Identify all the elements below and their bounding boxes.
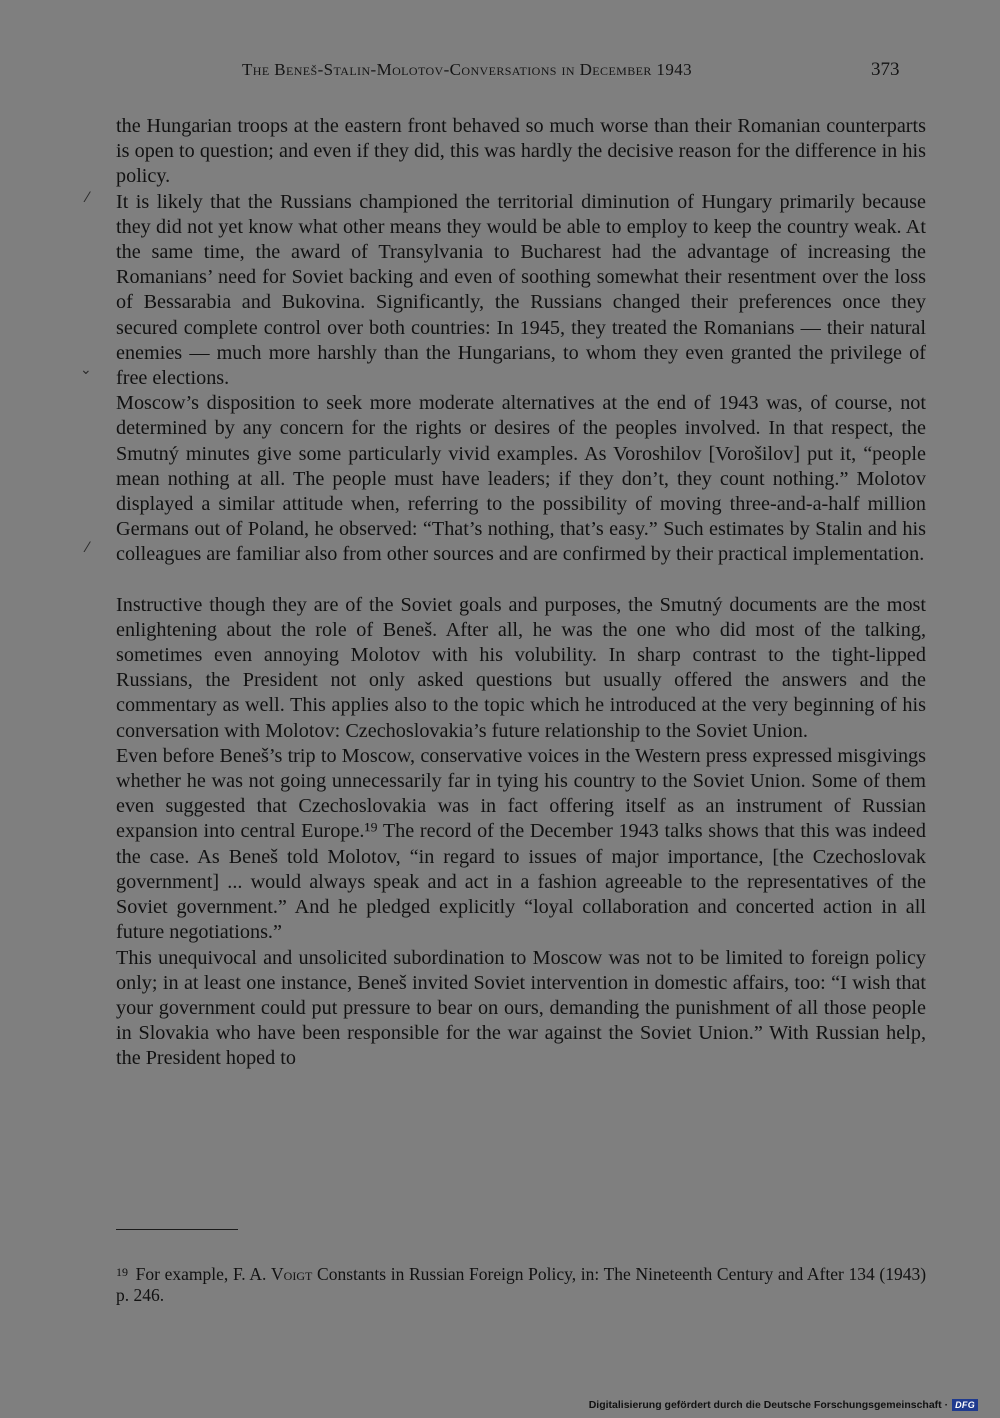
running-head-title: The Beneš-Stalin-Molotov-Conversations in December 1943 xyxy=(242,60,693,79)
digitization-credit xyxy=(589,1399,978,1411)
margin-mark: ⁄ xyxy=(86,540,89,556)
paragraph: Even before Beneš’s trip to Moscow, conservative voices in the Western press expressed misgivings whether he was not going unnecessarily far in tying his country to the Soviet Union. Some of them even suggested that Czechoslovakia was in fact offering itself as an instrument of Russian expansion into central Europe.¹⁹ The record of the December 1943 talks shows that this was indeed the case. As Beneš told Molotov, “in regard to issues of major importance, [the Czechoslovak government] ... would always speak and act in a fashion agreeable to the representatives of the Soviet government.” And he pledged explicitly “loyal collaboration and concerted action in all future negotiations.” xyxy=(116,744,926,944)
footnote-author: Voigt xyxy=(271,1264,313,1284)
page-number: 373 xyxy=(871,59,900,80)
body-text xyxy=(116,114,926,1072)
paragraph: Instructive though they are of the Soviet goals and purposes, the Smutný documents are the most enlightening about the role of Beneš. After all, he was the one who did most of the talking, sometimes even annoying Molotov with his volubility. In sharp contrast to the tight-lipped Russians, the President not only asked questions but usually offered the answers and the commentary as well. This applies also to the topic which he introduced at the very beginning of his conversation with Molotov: Czechoslovakia’s future relationship to the Soviet Union. xyxy=(116,593,926,742)
paragraph: This unequivocal and unsolicited subordination to Moscow was not to be limited to foreign policy only; in at least one instance, Beneš invited Soviet intervention in domestic affairs, too: “I wish that your government could put pressure to bear on ours, demanding the punishment of all those people in Slovakia who have been responsible for the war against the Soviet Union.” With Russian help, the President hoped to xyxy=(116,946,926,1070)
footnote-citation: Constants in Russian Foreign Policy, in: The Nineteenth Century and After 134 (1943) p. 246. xyxy=(116,1264,927,1305)
footnote xyxy=(116,1262,926,1306)
credit-text: Digitalisierung gefördert durch die Deutsche Forschungsgemeinschaft · xyxy=(588,1399,949,1411)
margin-mark: ⌄ xyxy=(80,362,92,378)
footnote-divider xyxy=(116,1229,238,1230)
footnote-prefix: For example, F. A. xyxy=(135,1264,267,1284)
dfg-logo: DFG xyxy=(952,1399,978,1411)
margin-mark: ⁄ xyxy=(86,190,89,206)
paragraph: Moscow’s disposition to seek more moderate alternatives at the end of 1943 was, of course, not determined by any concern for the rights or desires of the peoples involved. In that respect, the Smutný minutes give some particularly vivid examples. As Voroshilov [Vorošilov] put it, “people mean nothing at all. The people must have leaders; if they don’t, they count nothing.” Molotov displayed a similar attitude when, referring to the possibility of moving three-and-a-half million Germans out of Poland, he observed: “That’s nothing, that’s easy.” Such estimates by Stalin and his colleagues are familiar also from other sources and are confirmed by their practical implementation. xyxy=(116,392,926,566)
paragraph: the Hungarian troops at the eastern front behaved so much worse than their Romanian counterparts is open to question; and even if they did, this was hardly the decisive reason for the difference in his policy. xyxy=(116,115,926,188)
paragraph: It is likely that the Russians championed the territorial diminution of Hungary primarily because they did not yet know what other means they would be able to employ to keep the country weak. At the same time, the award of Transylvania to Bucharest had the advantage of increasing the Romanians’ need for Soviet backing and even of soothing somewhat their resentment over the loss of Bessarabia and Bukovina. Significantly, the Russians changed their preferences once they secured complete control over both countries: In 1945, they treated the Romanians — their natural enemies — much more harshly than the Hungarians, to whom they even granted the privilege of free elections. xyxy=(116,190,926,390)
footnote-number: 19 xyxy=(116,1265,128,1279)
